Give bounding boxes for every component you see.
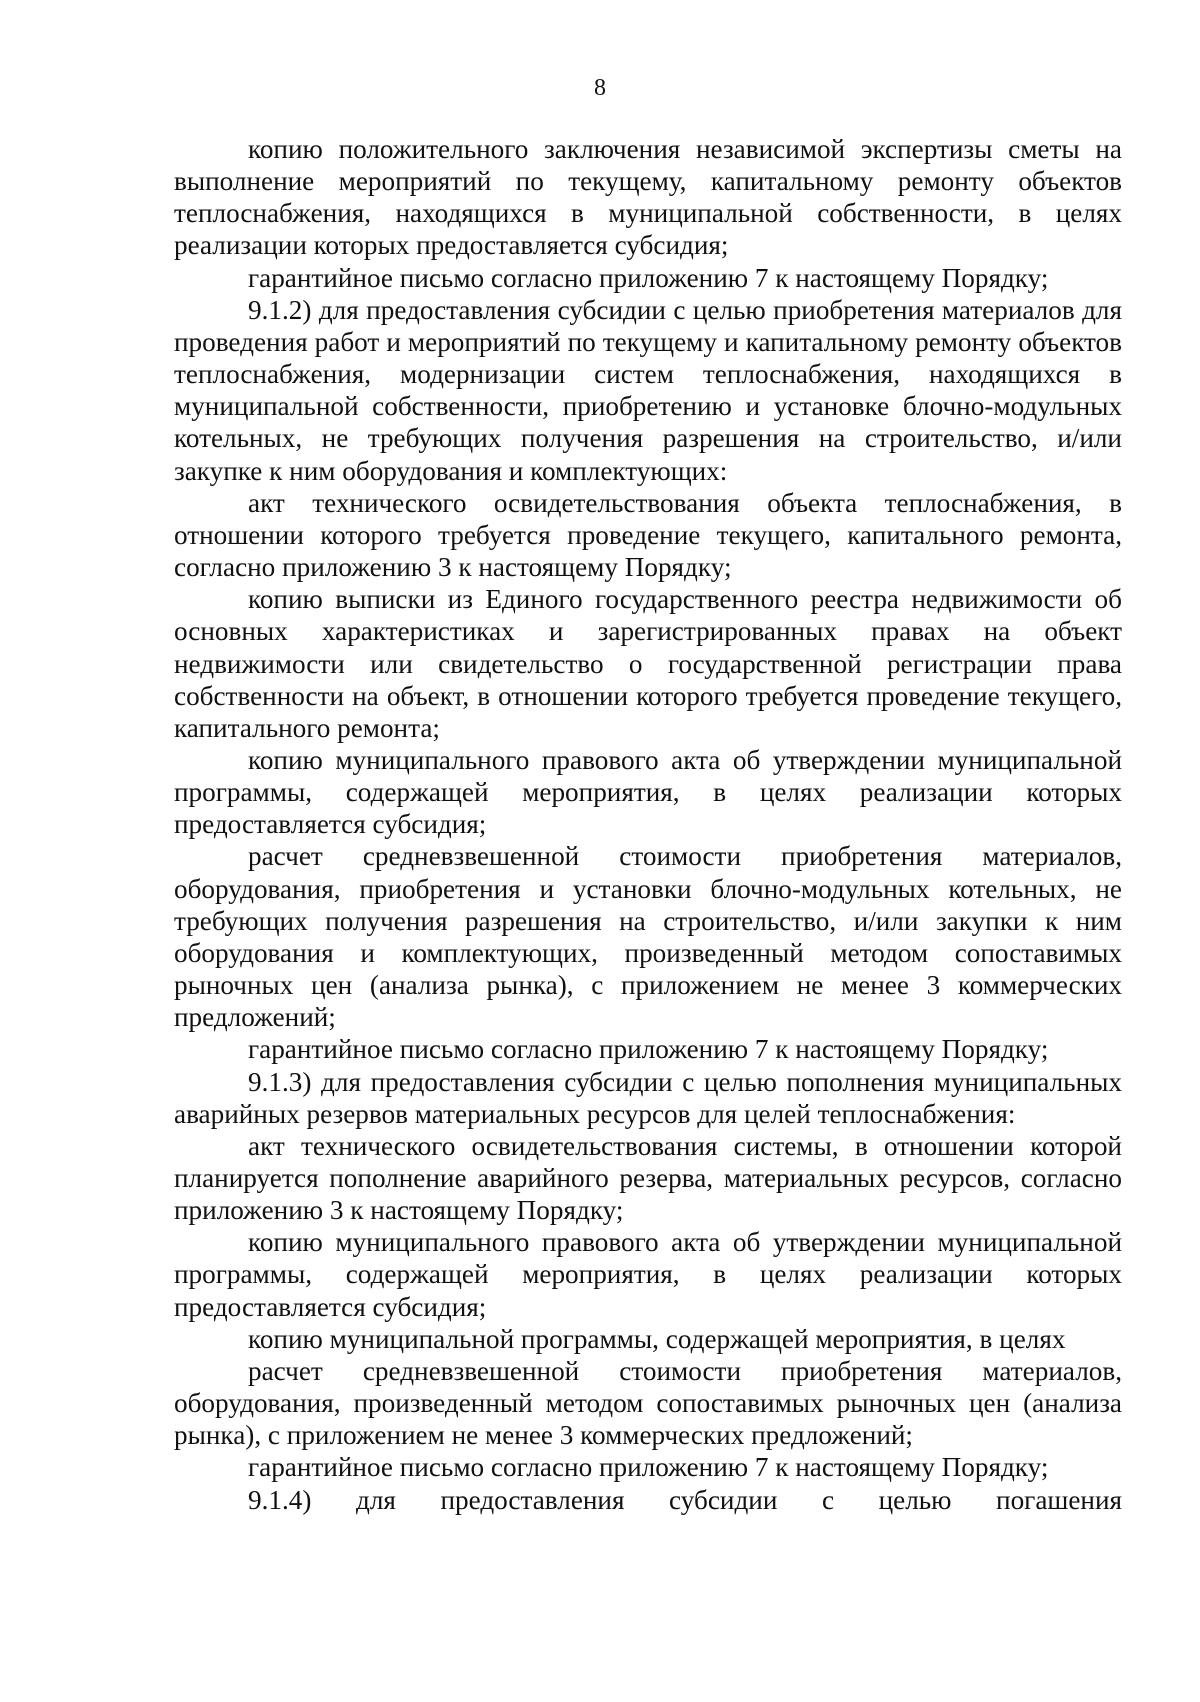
paragraph-guarantee-letter: гарантийное письмо согласно приложению 7 к настоящему Порядку;: [248, 262, 1049, 293]
paragraph-section-9-1-4: 9.1.4) для предоставления субсидии с целью погашения: [248, 1484, 1122, 1515]
paragraph-guarantee-letter: гарантийное письмо согласно приложению 7 к настоящему Порядку;: [248, 1452, 1049, 1483]
paragraph-section-9-1-3: 9.1.3) для предоставления субсидии с целью пополнения муниципальных аварийных резервов материальных ресурсов для целей теплоснабжения:: [174, 1066, 1122, 1129]
paragraph-expertise-copy: копию положительного заключения независимой экспертизы сметы на выполнение мероприятий по текущему, капитальному ремонту объектов теплоснабжения, находящихся в муниципальной собственности, в целях реализации которых предоставляется субсидия;: [174, 134, 1122, 261]
paragraph-cost-calculation: расчет средневзвешенной стоимости приобретения материалов, оборудования, произведенный методом сопоставимых рыночных цен (анализа рынка), с приложением не менее 3 коммерческих предложений;: [174, 1355, 1122, 1451]
paragraph-inspection-act: акт технического освидетельствования объекта теплоснабжения, в отношении которого требуется проведение текущего, капитального ремонта, согласно приложению 3 к настоящему Порядку;: [174, 487, 1122, 583]
paragraph-municipal-act: копию муниципального правового акта об утверждении муниципальной программы, содержащей мероприятия, в целях реализации которых предоставляется субсидия;: [174, 1227, 1122, 1322]
paragraph-municipal-act: копию муниципального правового акта об утверждении муниципальной программы, содержащей мероприятия, в целях реализации которых предоставляется субсидия;: [174, 744, 1122, 840]
page-number: 8: [594, 75, 606, 101]
paragraph-section-9-1-2: 9.1.2) для предоставления субсидии с целью приобретения материалов для проведения работ и мероприятий по текущему и капитальному ремонту объектов теплоснабжения, модернизации систем теплоснабжения, находящихся в муниципальной собственности, приобретению и установке блочно-модульных котельных, не требующих получения разрешения на строительство, и/или закупке к ним оборудования и комплектующих:: [174, 294, 1122, 486]
paragraph-municipal-program-copy: копию муниципальной программы, содержащей мероприятия, в целях: [248, 1323, 1066, 1354]
paragraph-guarantee-letter: гарантийное письмо согласно приложению 7 к настоящему Порядку;: [248, 1034, 1049, 1065]
paragraph-system-inspection-act: акт технического освидетельствования системы, в отношении которой планируется пополнение аварийного резерва, материальных ресурсов, согласно приложению 3 к настоящему Порядку;: [174, 1130, 1122, 1226]
paragraph-registry-extract: копию выписки из Единого государственного реестра недвижимости об основных характеристиках и зарегистрированных правах на объект недвижимости или свидетельство о государственной регистрации права собственности на объект, в отношении которого требуется проведение текущего, капитального ремонта;: [174, 584, 1122, 743]
document-body: [174, 133, 1122, 1516]
paragraph-cost-calculation: расчет средневзвешенной стоимости приобретения материалов, оборудования, приобретения и установки блочно-модульных котельных, не требующих получения разрешения на строительство, и/или закупки к ним оборудования и комплектующих, произведенный методом сопоставимых рыночных цен (анализа рынка), с приложением не менее 3 коммерческих предложений;: [174, 841, 1122, 1033]
